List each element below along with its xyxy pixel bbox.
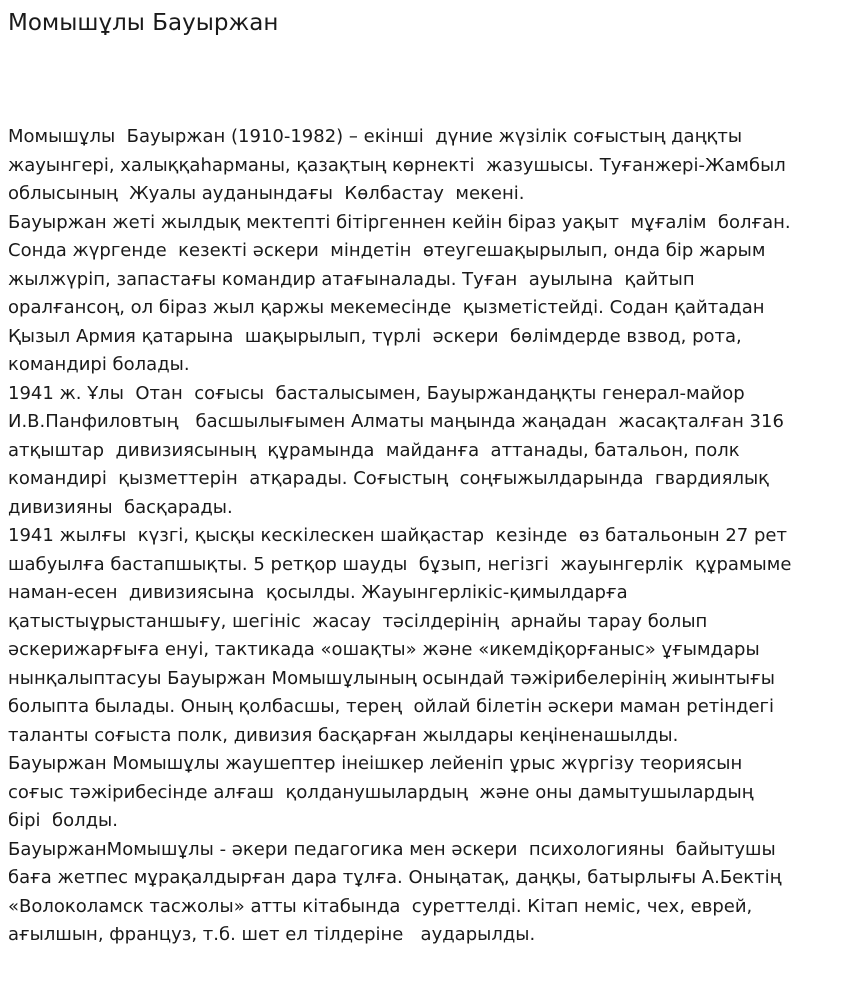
body-line: 1941 жылғы күзгі, қысқы кескілескен шайқастар кезінде өз батальонын 27 рет: [8, 525, 787, 546]
body-line: жауынгері, халыққаһарманы, қазақтың көрнекті жазушысы. Туғанжері-Жамбыл: [8, 154, 786, 176]
body-line: командирі болады.: [8, 354, 190, 375]
body-line: командирі қызметтерін атқарады. Соғыстың соңғыжылдарында гвардиялық: [8, 468, 770, 489]
body-line: қатыстыұрыстаншығу, шегініс жасау тәсілдерінің арнайы тарау болып: [8, 610, 708, 632]
body-line: Қызыл Армия қатарына шақырылып, түрлі әскери бөлімдерде взвод, рота,: [8, 325, 742, 347]
body-line: облысының Жуалы ауданындағы Көлбастау мекені.: [8, 183, 525, 204]
body-line: И.В.Панфиловтың басшылығымен Алматы маңында жаңадан жасақталған 316: [8, 411, 784, 432]
body-line: таланты соғыста полк, дивизия басқарған жылдары кеңіненашылды.: [8, 724, 679, 746]
body-line: дивизияны басқарады.: [8, 496, 233, 518]
document-title: Момышұлы Бауыржан: [8, 10, 279, 36]
body-line: соғыс тәжірибесінде алғаш қолданушылардың және оны дамытушылардың: [8, 781, 754, 803]
body-line: атқыштар дивизиясының құрамында майданға аттанады, батальон, полк: [8, 439, 740, 461]
body-line: баға жетпес мұрақалдырған дара тұлға. Оныңатақ, даңқы, батырлығы А.Бектің: [8, 867, 782, 888]
body-line: Бауыржан жеті жылдық мектепті бітіргеннен кейін біраз уақыт мұғалім болған.: [8, 211, 791, 233]
body-line: «Волоколамск тасжолы» атты кітабында суреттелді. Кітап неміс, чех, еврей,: [8, 895, 753, 917]
body-line: 1941 ж. Ұлы Отан соғысы басталысымен, Бауыржандаңқты генерал-майор: [8, 382, 745, 404]
body-line: жылжүріп, запастағы командир атағыналады. Туған ауылына қайтып: [8, 268, 695, 290]
body-line: оралғансоң, ол біраз жыл қаржы мекемесінде қызметістейді. Содан қайтадан: [8, 297, 765, 318]
body-line: нынқалыптасуы Бауыржан Момышұлының осындай тәжірибелерінің жиынтығы: [8, 667, 775, 689]
body-line: наман-есен дивизиясына қосылды. Жауынгерлікіс-қимылдарға: [8, 582, 628, 603]
body-line: ағылшын, француз, т.б. шет ел тілдеріне аударылды.: [8, 924, 536, 945]
body-line: болыпта былады. Оның қолбасшы, терең ойлай білетін әскери маман ретіндегі: [8, 696, 775, 717]
body-line: Сонда жүргенде кезекті әскери міндетін өтеугешақырылып, онда бір жарым: [8, 240, 766, 261]
body-line: Момышұлы Бауыржан (1910-1982) – екінші дүние жүзілік соғыстың даңқты: [8, 126, 743, 147]
body-line: шабуылға бастапшықты. 5 ретқор шауды бұзып, негізгі жауынгерлік құрамыме: [8, 553, 792, 575]
body-line: БауыржанМомышұлы - әкери педагогика мен әскери психологияны байытушы: [8, 838, 776, 860]
body-line: әскерижарғыға енуі, тактикада «ошақты» және «икемдіқорғаныс» ұғымдары: [8, 639, 760, 660]
document-body: [8, 123, 844, 950]
body-line: бірі болды.: [8, 810, 118, 831]
body-line: Бауыржан Момышұлы жаушептер інеішкер лейеніп ұрыс жүргізу теориясын: [8, 753, 743, 774]
